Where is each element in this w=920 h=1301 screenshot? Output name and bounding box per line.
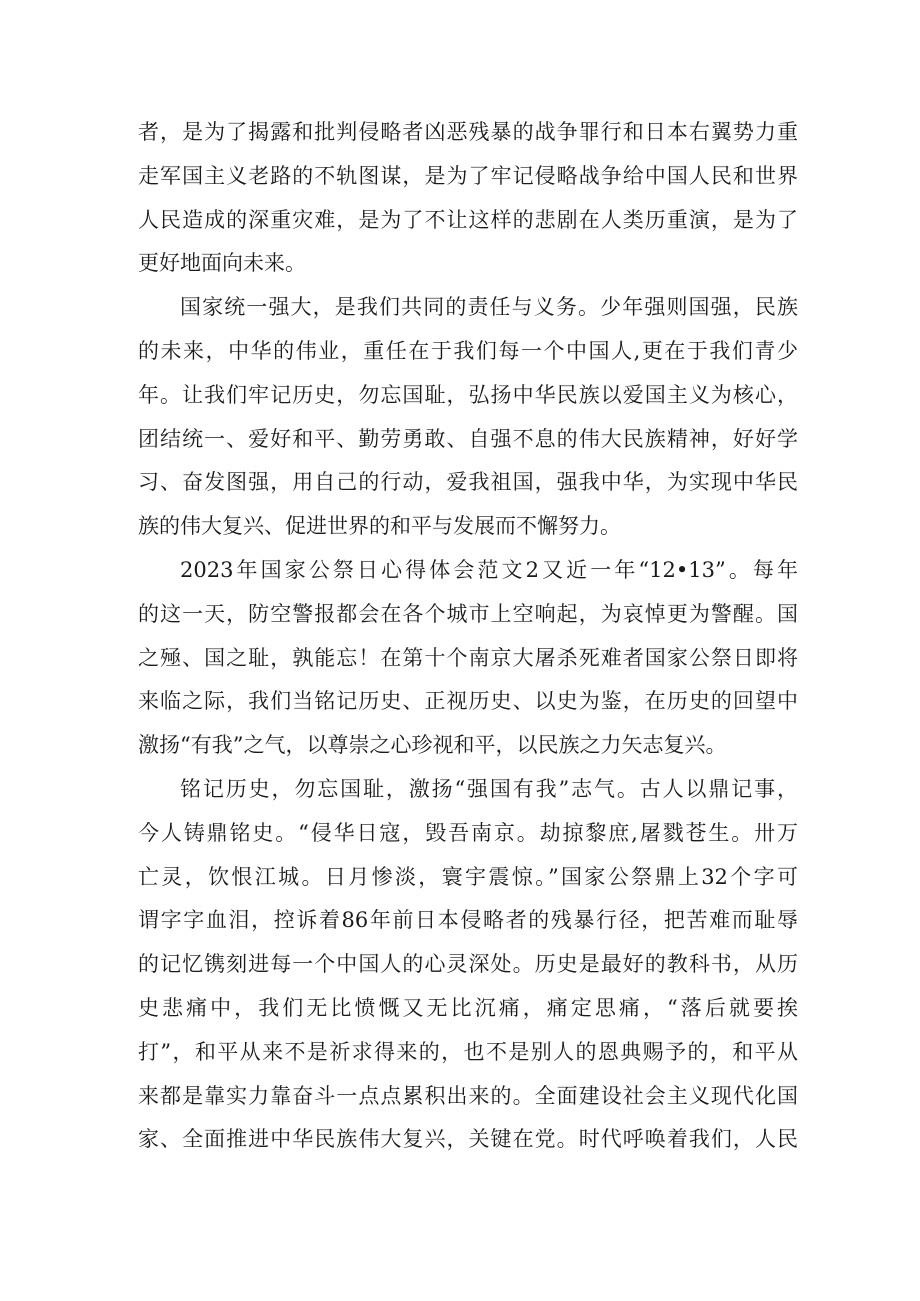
text-line: 的这一天，防空警报都会在各个城市上空响起，为哀悼更为警醒。国 bbox=[138, 601, 798, 626]
paragraph-3 bbox=[138, 549, 798, 768]
text-line: 习、奋发图强，用自己的行动，爱我祖国，强我中华，为实现中华民 bbox=[138, 470, 798, 495]
text-line: 来临之际，我们当铭记历史、正视历史、以史为鉴，在历史的回望中 bbox=[138, 689, 798, 714]
text-line: 激扬“有我”之气，以尊崇之心珍视和平，以民族之力矢志复兴。 bbox=[138, 733, 727, 758]
paragraph-1 bbox=[138, 111, 798, 286]
text-line: 之殛、国之耻，孰能忘！在第十个南京大屠杀死难者国家公祭日即将 bbox=[138, 645, 798, 670]
text-line: 来都是靠实力靠奋斗一点点累积出来的。全面建设社会主义现代化国 bbox=[138, 1083, 798, 1108]
paragraph-2 bbox=[138, 286, 798, 549]
text-line: 亡灵，饮恨江城。日月惨淡，寰宇震惊。”国家公祭鼎上32个字可 bbox=[138, 864, 798, 889]
text-line: 家、全面推进中华民族伟大复兴，关键在党。时代呼唤着我们，人民 bbox=[138, 1127, 798, 1152]
text-line: 打”，和平从来不是祈求得来的，也不是别人的恩典赐予的，和平从 bbox=[138, 1039, 798, 1064]
text-line: 2023年国家公祭日心得体会范文2又近一年“12•13”。每年 bbox=[180, 557, 798, 582]
text-line: 团结统一、爱好和平、勤劳勇敢、自强不息的伟大民族精神，好好学 bbox=[138, 426, 798, 451]
text-line: 今人铸鼎铭史。“侵华日寇，毁吾南京。劫掠黎庶,屠戮苍生。卅万 bbox=[138, 820, 798, 845]
text-line: 国家统一强大，是我们共同的责任与义务。少年强则国强，民族 bbox=[180, 295, 798, 320]
text-line: 的记忆镌刻进每一个中国人的心灵深处。历史是最好的教科书，从历 bbox=[138, 952, 798, 977]
text-line: 的未来，中华的伟业，重任在于我们每一个中国人,更在于我们青少 bbox=[138, 338, 798, 363]
text-line: 谓字字血泪，控诉着86年前日本侵略者的残暴行径，把苦难而耻辱 bbox=[138, 908, 798, 933]
paragraph-4 bbox=[138, 768, 798, 1162]
text-line: 年。让我们牢记历史，勿忘国耻，弘扬中华民族以爱国主义为核心， bbox=[138, 382, 798, 407]
text-line: 走军国主义老路的不轨图谋，是为了牢记侵略战争给中国人民和世界 bbox=[138, 163, 798, 188]
text-line: 史悲痛中，我们无比愤慨又无比沉痛，痛定思痛，“落后就要挨 bbox=[138, 995, 798, 1020]
text-line: 人民造成的深重灾难，是为了不让这样的悲剧在人类历重演，是为了 bbox=[138, 207, 798, 232]
text-line: 铭记历史，勿忘国耻，激扬“强国有我”志气。古人以鼎记事， bbox=[180, 776, 798, 801]
text-line: 者，是为了揭露和批判侵略者凶恶残暴的战争罪行和日本右翼势力重 bbox=[138, 120, 798, 144]
document-body bbox=[138, 111, 798, 1162]
text-line: 族的伟大复兴、促进世界的和平与发展而不懈努力。 bbox=[138, 514, 621, 539]
text-line: 更好地面向未来。 bbox=[138, 251, 306, 276]
